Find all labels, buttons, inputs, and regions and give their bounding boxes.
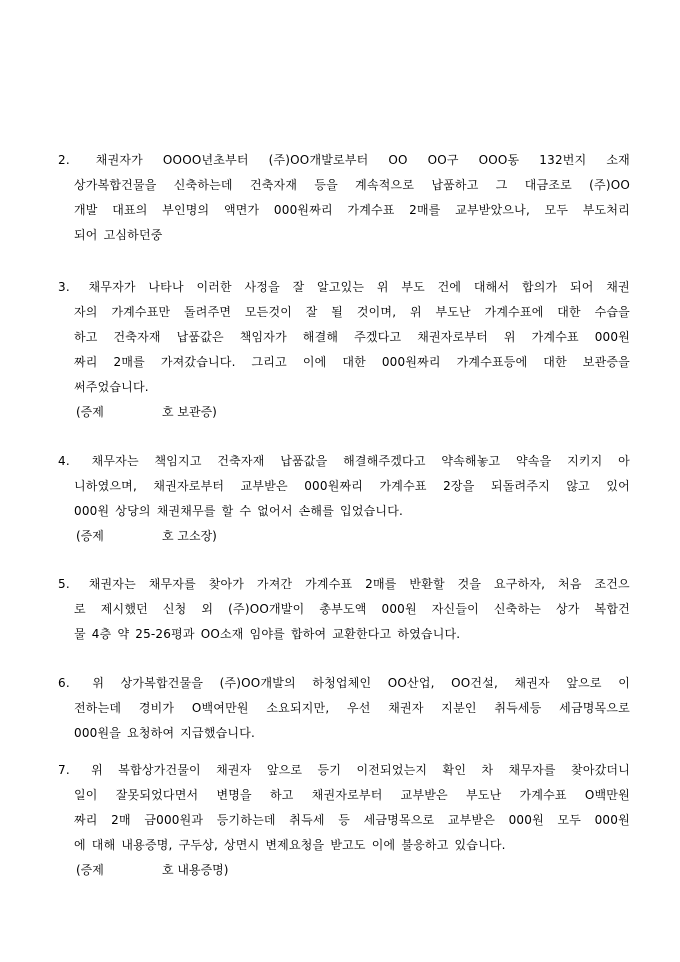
word: 이에 (302, 355, 327, 369)
word: 하고 (270, 788, 294, 802)
word: O백만원 (584, 788, 630, 802)
word: 약 (117, 627, 130, 641)
word: 대금조로 (524, 178, 572, 192)
word: 제시했던 (100, 602, 148, 616)
word: 상면시 (223, 838, 260, 852)
word: 일이 (74, 788, 98, 802)
word: 자의 (74, 305, 98, 319)
word: 가계수표 (305, 577, 353, 591)
word: (주)OO개발로부터 (268, 153, 369, 167)
word: 2장을 (443, 479, 475, 493)
evidence-title: 호 보관증) (162, 405, 217, 419)
word: 위 (503, 330, 516, 344)
word: 요청하여 (127, 726, 175, 740)
word: 채권 (606, 280, 630, 294)
word: 위 (376, 280, 389, 294)
word: 합하여 (290, 627, 327, 641)
paragraph-line (58, 758, 630, 783)
word: OO (388, 153, 408, 167)
word: 가져갔습니다. (160, 355, 236, 369)
word: 처음 (558, 577, 582, 591)
word: 등기하는데 (216, 813, 276, 827)
word: 구두상, (178, 838, 218, 852)
word: 지키지 (567, 454, 603, 468)
word: 부도 (401, 280, 425, 294)
word: 채권자로부터 (417, 330, 488, 344)
word: 건축자재 (217, 454, 265, 468)
paragraph-number: 3. (58, 280, 70, 294)
word: 되돌려주지 (490, 479, 550, 493)
word: 부도처리 (582, 203, 630, 217)
word: 채무자는 (91, 454, 139, 468)
word: OOOO년초부터 (162, 153, 249, 167)
word: 복합상가건물이 (118, 763, 201, 777)
word: OO산업, (387, 676, 435, 690)
word: 신축하는 (493, 602, 542, 616)
paragraph-number: 2. (58, 153, 70, 167)
word: 000원 (594, 330, 630, 344)
word: 알고있는 (317, 280, 365, 294)
word: 가계수표 (531, 330, 579, 344)
word: OO구 (427, 153, 459, 167)
word: 000원 (508, 813, 544, 827)
paragraph-line (58, 173, 630, 198)
word: 변제요청을 (265, 838, 325, 852)
word: 자신들이 (431, 602, 479, 616)
word: 주겠다고 (354, 330, 402, 344)
evidence-title: 호 고소장) (162, 529, 217, 543)
paragraph-line (58, 808, 630, 833)
word: 있습니다. (454, 838, 506, 852)
word: 132번지 (539, 153, 587, 167)
word: 등을 (314, 178, 338, 192)
word: 채권자 (388, 701, 424, 715)
word: 것이며, (356, 305, 397, 319)
word: 불응하고 (401, 838, 449, 852)
evidence-label: (증제 (76, 529, 104, 543)
word: 채무자가 (88, 280, 136, 294)
word: 수습을 (594, 305, 630, 319)
word: 신축하는데 (173, 178, 233, 192)
word: 교부받은 (240, 479, 288, 493)
word: 요구하자, (494, 577, 546, 591)
word: 4층 (91, 627, 112, 641)
word: 사정을 (244, 280, 280, 294)
evidence-reference (58, 400, 630, 425)
word: 가계수표 (379, 479, 427, 493)
word: 잘못되었다면서 (115, 788, 199, 802)
word: 000원을 (74, 726, 122, 740)
word: 짜리 (74, 355, 98, 369)
word: 해결해 (302, 330, 339, 344)
word: O백여만원 (191, 701, 249, 715)
paragraph-number: 4. (58, 454, 70, 468)
word: 입었습니다. (340, 504, 404, 518)
word: 경비가 (138, 701, 175, 715)
paragraph-5 (58, 572, 630, 647)
word: 할 (221, 504, 234, 518)
word: 위 (409, 305, 422, 319)
word: 우선 (347, 701, 371, 715)
word: 지급했습니다. (180, 726, 256, 740)
word: 돌려주면 (184, 305, 232, 319)
word: 합의가 (521, 280, 558, 294)
word: 그리고 (251, 355, 287, 369)
paragraph-line (58, 148, 630, 173)
word: 이 (618, 676, 630, 690)
word: 2매 (111, 813, 131, 827)
word: 차 (481, 763, 494, 777)
word: 해결해주겠다고 (343, 454, 426, 468)
word: 상가 (555, 602, 580, 616)
word: 하였습니다. (397, 627, 461, 641)
paragraph-number: 7. (58, 763, 70, 777)
word: 건축자재 (249, 178, 298, 192)
word: 하청업체인 (312, 676, 372, 690)
word: 변명을 (216, 788, 252, 802)
paragraph-3 (58, 275, 630, 425)
word: 받고도 (330, 838, 366, 852)
word: 써주었습니다. (74, 380, 149, 394)
paragraph-line (58, 449, 630, 474)
paragraph-number: 5. (58, 577, 70, 591)
paragraph-line (58, 499, 630, 524)
word: 금000원과 (144, 813, 204, 827)
word: 손해를 (298, 504, 335, 518)
word: 조건으 (594, 577, 630, 591)
word: 아 (618, 454, 630, 468)
word: 납품값은 (176, 330, 224, 344)
paragraph-line (58, 198, 630, 223)
word: 전하는데 (74, 701, 122, 715)
word: 액면가 (223, 203, 260, 217)
word: 2매를 (113, 355, 145, 369)
word: 앞으로 (266, 763, 303, 777)
word: 채권자로부터 (311, 788, 383, 802)
word: 채무자를 (148, 577, 196, 591)
word: 위 (91, 763, 103, 777)
word: 교부받은 (447, 813, 496, 827)
word: 잘 (292, 280, 305, 294)
word: 물 (74, 627, 86, 641)
word: 되어 (570, 280, 594, 294)
word: 계속적으로 (355, 178, 415, 192)
word: OO소재 (200, 627, 244, 641)
word: 있어 (606, 479, 630, 493)
word: 건에 (437, 280, 462, 294)
word: 지분인 (441, 701, 477, 715)
word: 않고 (566, 479, 590, 493)
word: 대한 (557, 305, 581, 319)
word: 소재 (606, 153, 630, 167)
word: 25-26평과 (135, 627, 195, 641)
word: 책임자가 (239, 330, 287, 344)
word: 대해 (91, 838, 116, 852)
word: 가계수표만 (111, 305, 171, 319)
word: 건축자재 (113, 330, 161, 344)
word: 하고 (74, 330, 98, 344)
word: 위 (92, 676, 105, 690)
word: 고심하던중 (103, 228, 163, 242)
word: 없어서 (257, 504, 293, 518)
word: 가계수표에 (484, 305, 544, 319)
word: 모든것이 (244, 305, 293, 319)
word: 가계수표 (519, 788, 567, 802)
word: 에 (74, 838, 86, 852)
word: 니하였으며, (74, 479, 137, 493)
word: 것을 (457, 577, 482, 591)
paragraph-6 (58, 671, 630, 746)
word: 취득세 (289, 813, 325, 827)
word: 교부받은 (400, 788, 448, 802)
word: 개발 (74, 203, 98, 217)
word: 반환할 (409, 577, 445, 591)
word: OOO동 (478, 153, 520, 167)
word: 이전되었는지 (356, 763, 428, 777)
word: 모두 (557, 813, 582, 827)
paragraph-line (58, 572, 630, 597)
word: 약속해놓고 (441, 454, 501, 468)
word: 가계수표등에 (456, 355, 528, 369)
word: 내용증명, (121, 838, 173, 852)
word: 대해서 (473, 280, 510, 294)
word: 000원짜리 (273, 203, 333, 217)
word: 책임지고 (154, 454, 202, 468)
word: 대표의 (112, 203, 148, 217)
evidence-label: (증제 (76, 405, 104, 419)
word: 채권자로부터 (153, 479, 225, 493)
evidence-label: (증제 (76, 863, 104, 877)
word: 대한 (543, 355, 567, 369)
word: 세금명목으로 (363, 813, 435, 827)
word: 총부도액 (319, 602, 367, 616)
word: (주)OO개발이 (228, 602, 305, 616)
word: OO건설, (451, 676, 498, 690)
paragraph-line (58, 833, 630, 858)
word: 000원 (594, 813, 630, 827)
word: (주)OO (589, 178, 630, 192)
word: 채권자가 (95, 153, 143, 167)
word: 납품하고 (431, 178, 479, 192)
word: 상당의 (115, 504, 151, 518)
word: 상가복합건물을 (120, 676, 204, 690)
word: 000원짜리 (381, 355, 441, 369)
word: 부도난 (435, 305, 471, 319)
paragraph-line (58, 350, 630, 375)
word: 잘 (305, 305, 318, 319)
word: 이러한 (196, 280, 232, 294)
word: 그 (495, 178, 508, 192)
paragraph-line (58, 622, 630, 647)
word: 가계수표 (347, 203, 395, 217)
word: 찾아갔더니 (571, 763, 630, 777)
paragraph-number: 6. (58, 676, 70, 690)
word: 이에 (371, 838, 396, 852)
word: 가져간 (256, 577, 293, 591)
paragraph-line (58, 783, 630, 808)
word: 소요되지만, (266, 701, 330, 715)
word: 확인 (442, 763, 467, 777)
word: 외 (201, 602, 214, 616)
word: 부도난 (466, 788, 502, 802)
word: 000원 (381, 602, 417, 616)
paragraph-line (58, 721, 630, 746)
paragraph-line (58, 300, 630, 325)
word: 상가복합건물을 (74, 178, 157, 192)
word: 짜리 (74, 813, 98, 827)
paragraph-line (58, 223, 630, 248)
word: 채권채무를 (156, 504, 216, 518)
word: 채권자 (514, 676, 550, 690)
word: (주)OO개발의 (219, 676, 296, 690)
word: 교환한다고 (332, 627, 392, 641)
evidence-reference (58, 858, 630, 883)
word: 대한 (342, 355, 366, 369)
word: 세금명목으로 (559, 701, 630, 715)
word: 채권자는 (88, 577, 136, 591)
word: 보관증을 (582, 355, 630, 369)
word: 납품값을 (280, 454, 328, 468)
paragraph-line (58, 696, 630, 721)
evidence-reference (58, 524, 630, 549)
paragraph-2 (58, 148, 630, 248)
paragraph-line (58, 275, 630, 300)
paragraph-4 (58, 449, 630, 549)
word: 000원짜리 (304, 479, 364, 493)
word: 2매를 (365, 577, 397, 591)
paragraph-line (58, 671, 630, 696)
word: 000원 (74, 504, 110, 518)
word: 채무자를 (508, 763, 556, 777)
word: 교부받았으나, (455, 203, 530, 217)
word: 2매를 (409, 203, 441, 217)
paragraph-7 (58, 758, 630, 883)
word: 나타나 (148, 280, 184, 294)
word: 앞으로 (566, 676, 602, 690)
word: 수 (239, 504, 252, 518)
word: 등기 (317, 763, 342, 777)
word: 등 (338, 813, 351, 827)
word: 채권자 (216, 763, 252, 777)
evidence-title: 호 내용증명) (162, 863, 229, 877)
word: 모두 (544, 203, 569, 217)
word: 로 (74, 602, 86, 616)
paragraph-line (58, 597, 630, 622)
word: 부인명의 (162, 203, 210, 217)
paragraph-line (58, 375, 630, 400)
word: 되어 (74, 228, 98, 242)
word: 복합건 (594, 602, 630, 616)
word: 취득세등 (494, 701, 542, 715)
paragraph-line (58, 325, 630, 350)
word: 찾아가 (208, 577, 245, 591)
word: 신청 (162, 602, 187, 616)
word: 될 (331, 305, 344, 319)
paragraph-line (58, 474, 630, 499)
word: 임야를 (249, 627, 285, 641)
word: 약속을 (515, 454, 552, 468)
